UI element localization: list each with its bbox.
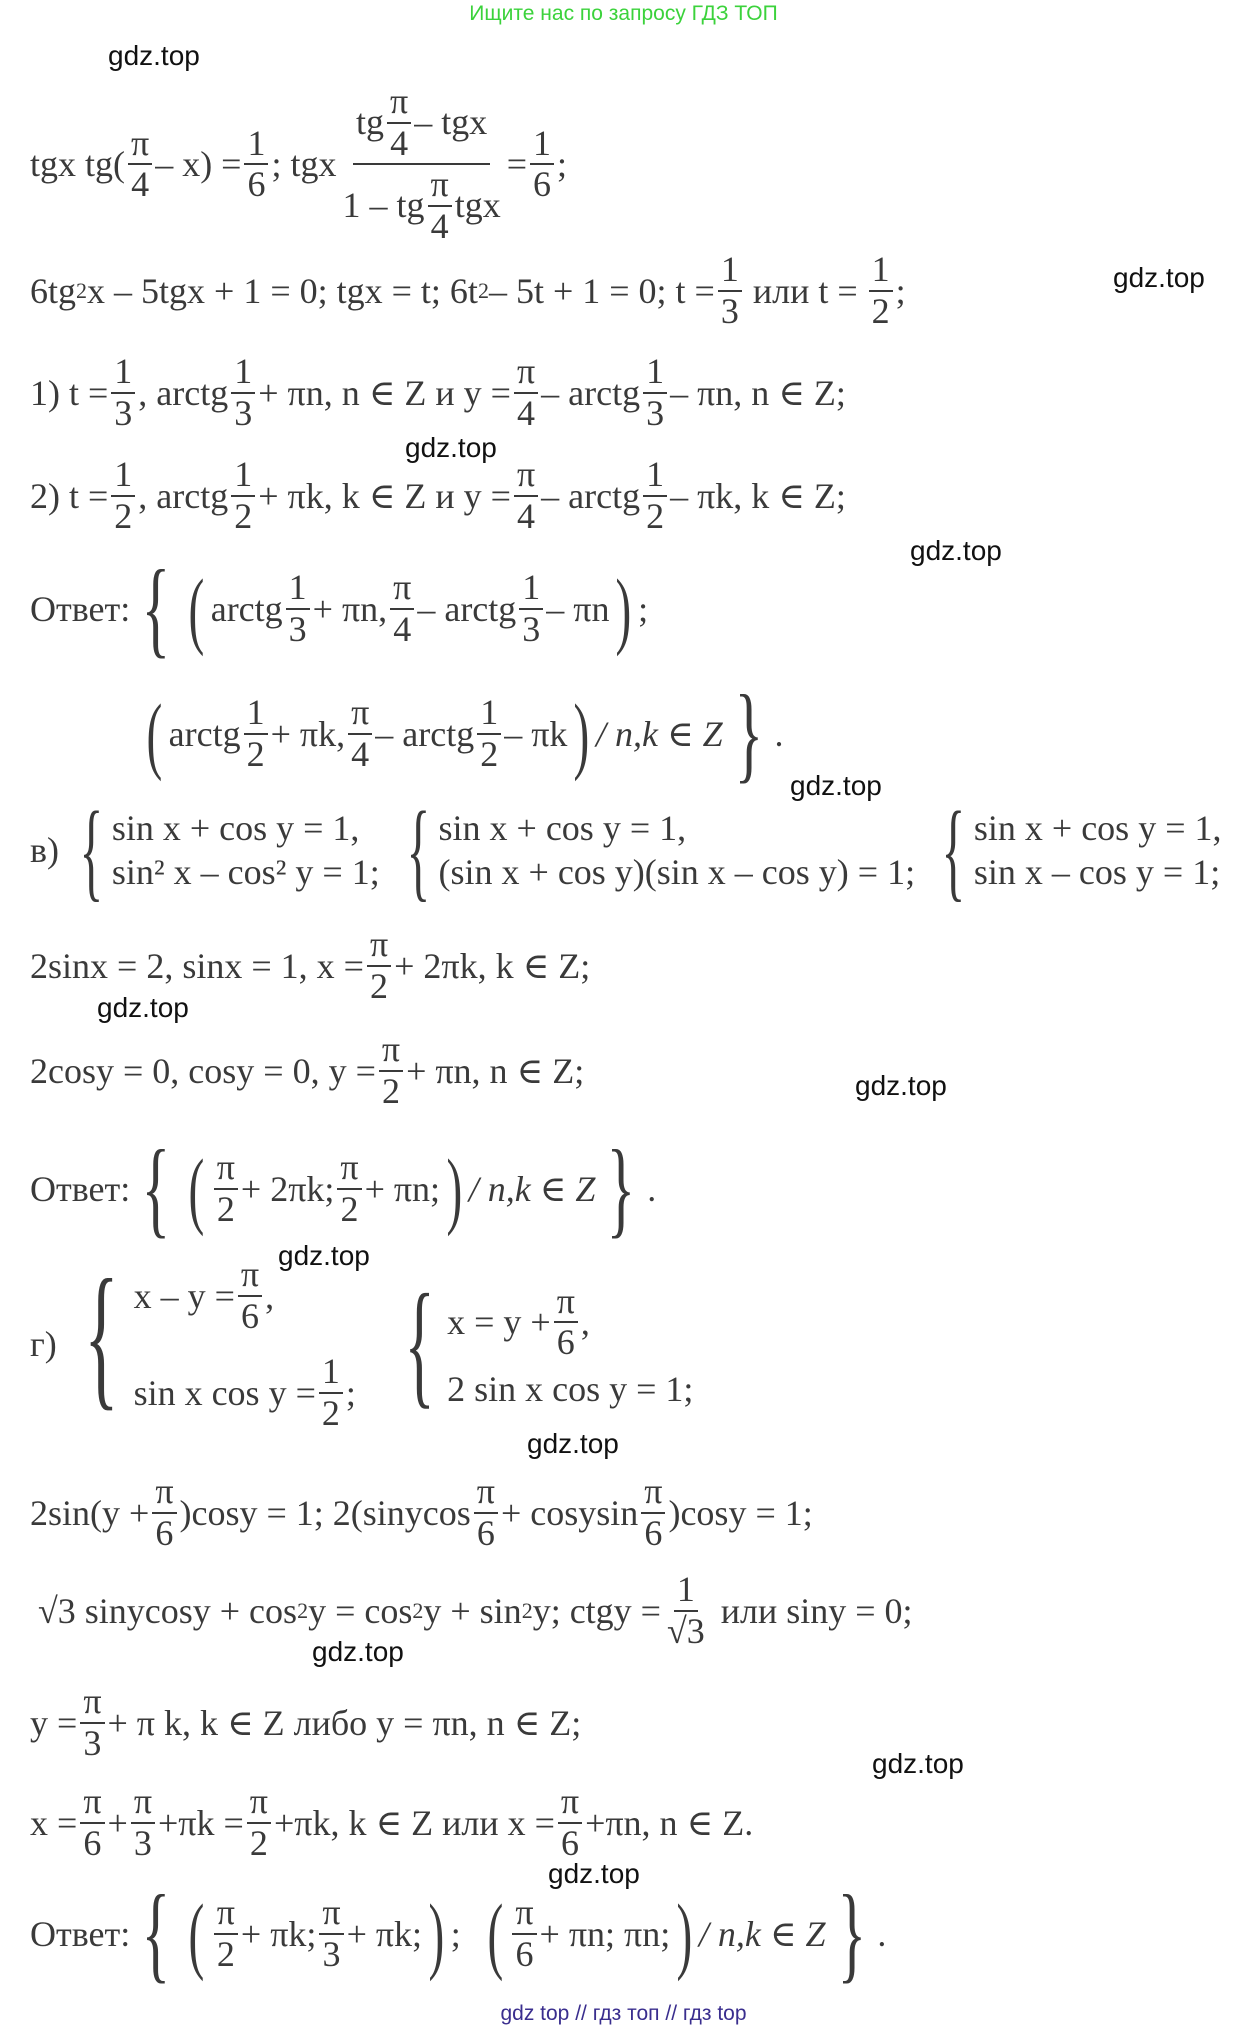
text: + π k, k ∈ Z либо y = πn, n ∈ Z; xyxy=(107,1702,582,1743)
text: или t = xyxy=(752,270,858,311)
paren: ( xyxy=(188,1141,205,1237)
fraction: $\frac{1}{3}$ xyxy=(519,568,543,649)
brace: { xyxy=(141,549,171,668)
fraction: $\frac{\pi}{2}$ xyxy=(337,1148,361,1229)
paren: ) xyxy=(615,561,632,657)
system-v xyxy=(30,789,1228,911)
text: arctg xyxy=(210,589,283,629)
brace: } xyxy=(734,674,763,793)
text: . xyxy=(877,1914,887,1954)
answer-line-4 xyxy=(30,1874,887,1993)
equation-line-9 xyxy=(30,1030,584,1111)
watermark: gdz.top xyxy=(872,1748,964,1779)
text: = xyxy=(506,144,528,185)
text: + πk, k ∈ Z и y = xyxy=(258,475,511,516)
text: – arctg xyxy=(375,714,475,754)
fraction: $\frac{\pi}{3}$ xyxy=(80,1682,104,1763)
complex-fraction: tg $\frac{\pi}{4}$ – tgx 1 – tg $\frac{\pi}{4}$ tgx xyxy=(342,81,501,246)
watermark: gdz.top xyxy=(405,432,497,463)
text: + πn, xyxy=(312,589,388,629)
text: 2) t = xyxy=(30,475,109,516)
text: ; tgx xyxy=(271,144,337,185)
brace: { xyxy=(141,1129,171,1248)
text: 2sin(y + xyxy=(30,1492,150,1533)
system-g xyxy=(30,1246,699,1433)
equation-line-3 xyxy=(30,352,846,433)
paren: ( xyxy=(146,686,163,782)
fraction: $\frac{\pi}{4}$ xyxy=(390,568,414,649)
text: tgx tg( xyxy=(30,144,125,185)
text: – arctg xyxy=(541,475,641,516)
watermark: gdz.top xyxy=(97,992,189,1023)
superscript: 2 xyxy=(477,277,489,303)
system-1: { sin x + cos y = 1, sin² x – cos² y = 1; xyxy=(79,789,380,911)
text: 6tg xyxy=(30,270,77,311)
brace: { xyxy=(141,1874,171,1993)
watermark: gdz.top xyxy=(108,40,200,71)
text: , arctg xyxy=(138,372,229,413)
watermark: gdz.top xyxy=(527,1428,619,1459)
fraction: $\frac{\pi}{6}$ xyxy=(474,1472,498,1553)
equation-line-14 xyxy=(30,1682,581,1763)
fraction: $\frac{1}{3}$ xyxy=(286,568,310,649)
text: ; xyxy=(895,270,906,311)
system-2: { sin x + cos y = 1, (sin x + cos y)(sin x – cos y) = 1; xyxy=(406,789,916,911)
answer-label: Ответ: xyxy=(30,589,131,629)
fraction: $\frac{1}{2}$ xyxy=(111,455,135,536)
text: x = xyxy=(30,1802,78,1843)
fraction: $\frac{\pi}{2}$ xyxy=(247,1782,271,1863)
fraction: $\frac{1}{3}$ xyxy=(111,352,135,433)
system-1: { x – y = $\frac{\pi}{6}$ , sin x cos y = $\frac{1}{2}$ ; xyxy=(83,1246,356,1433)
text: + πk; xyxy=(346,1914,423,1954)
equation-line-13 xyxy=(38,1570,913,1651)
superscript: 2 xyxy=(412,1597,424,1623)
text: / n,k ∈ Z xyxy=(698,1914,826,1954)
answer-line-3 xyxy=(30,1129,657,1248)
watermark: gdz.top xyxy=(278,1240,370,1271)
equation-line-2 xyxy=(30,250,906,331)
system-2: { x = y + $\frac{\pi}{6}$ , 2 sin x cos y = 1; xyxy=(404,1266,694,1422)
paren: ( xyxy=(188,561,205,657)
answer-label: Ответ: xyxy=(30,1914,131,1954)
text: . xyxy=(774,714,784,754)
equation-line-4 xyxy=(30,455,846,536)
text: +πn, n ∈ Z. xyxy=(585,1802,754,1843)
watermark: gdz.top xyxy=(910,535,1002,566)
text: + πk; xyxy=(240,1914,317,1954)
text: / n,k ∈ Z xyxy=(468,1169,596,1209)
text: + 2πk; xyxy=(240,1169,335,1209)
text: – arctg xyxy=(541,372,641,413)
fraction: $\frac{1}{3}$ xyxy=(718,250,742,331)
text: , arctg xyxy=(138,475,229,516)
watermark: gdz.top xyxy=(312,1636,404,1667)
fraction: $\frac{1}{2}$ xyxy=(869,250,893,331)
text: 2cosy = 0, cosy = 0, y = xyxy=(30,1050,376,1091)
text: + πn; xyxy=(364,1169,441,1209)
text: arctg xyxy=(168,714,241,754)
text: или siny = 0; xyxy=(720,1590,913,1631)
text: + πn, n ∈ Z; xyxy=(406,1050,585,1091)
watermark: gdz.top xyxy=(548,1858,640,1889)
text: ; xyxy=(638,589,649,629)
text: – 5t + 1 = 0; t = xyxy=(488,270,715,311)
fraction: $\frac{\pi}{6}$ xyxy=(558,1782,582,1863)
fraction: $\frac{1}{3}$ xyxy=(643,352,667,433)
answer-line-2 xyxy=(140,674,784,793)
brace: } xyxy=(607,1129,636,1248)
fraction: $\frac{\pi}{4}$ xyxy=(128,124,152,205)
fraction: $\frac{\pi}{2}$ xyxy=(214,1148,238,1229)
text: 1) t = xyxy=(30,372,109,413)
fraction: $\frac{1}{3}$ xyxy=(231,352,255,433)
text: + πk, xyxy=(270,714,346,754)
equation-line-1 xyxy=(30,82,567,246)
fraction: $\frac{\pi}{4}$ xyxy=(514,455,538,536)
fraction: $\frac{1}{2}$ xyxy=(643,455,667,536)
fraction: $\frac{1}{2}$ xyxy=(244,693,268,774)
text: + xyxy=(107,1802,128,1843)
equation-line-12 xyxy=(30,1472,813,1553)
text: – arctg xyxy=(417,589,517,629)
text: . xyxy=(647,1169,657,1209)
system-3: { sin x + cos y = 1, sin x – cos y = 1; xyxy=(941,789,1222,911)
text: y; ctgy = xyxy=(532,1590,661,1631)
text: )cosy = 1; 2(sinycos xyxy=(179,1492,471,1533)
answer-line-1 xyxy=(30,549,649,668)
paren: ) xyxy=(446,1141,463,1237)
paren: ) xyxy=(676,1886,693,1982)
text: ; xyxy=(557,144,568,185)
text: +πk = xyxy=(158,1802,244,1843)
text: x – 5tgx + 1 = 0; tgx = t; 6t xyxy=(87,270,478,311)
text: )cosy = 1; xyxy=(668,1492,813,1533)
fraction: $\frac{\pi}{6}$ xyxy=(512,1893,536,1974)
text: – πn xyxy=(546,589,610,629)
text: + πn, n ∈ Z и y = xyxy=(258,372,511,413)
fraction: $\frac{1}{6}$ xyxy=(530,124,554,205)
text: + cosysin xyxy=(500,1492,639,1533)
text: + πn; πn; xyxy=(539,1914,671,1954)
watermark: gdz.top xyxy=(855,1070,947,1101)
watermark: gdz.top xyxy=(790,770,882,801)
superscript: 2 xyxy=(521,1597,533,1623)
equation-line-15 xyxy=(30,1782,753,1863)
text: +πk, k ∈ Z или x = xyxy=(273,1802,555,1843)
text: – πk xyxy=(504,714,568,754)
fraction: $\frac{\pi}{2}$ xyxy=(379,1030,403,1111)
text: / n,k ∈ Z xyxy=(596,714,723,754)
fraction: $\frac{\pi}{6}$ xyxy=(80,1782,104,1863)
text: √3 sinycosy + cos xyxy=(38,1590,298,1631)
fraction: $\frac{1}{2}$ xyxy=(231,455,255,536)
fraction: $\frac{\pi}{6}$ xyxy=(152,1472,176,1553)
fraction: $\frac{\pi}{6}$ xyxy=(641,1472,665,1553)
fraction: $\frac{1}{√3}$ xyxy=(666,1569,705,1651)
fraction: $\frac{\pi}{2}$ xyxy=(367,925,391,1006)
fraction: $\frac{1}{2}$ xyxy=(477,693,501,774)
item-label: г) xyxy=(30,1324,57,1365)
fraction: $\frac{\pi}{3}$ xyxy=(319,1893,343,1974)
item-label: в) xyxy=(30,830,59,870)
fraction: $\frac{\pi}{4}$ xyxy=(348,693,372,774)
answer-label: Ответ: xyxy=(30,1169,131,1209)
text: y + sin xyxy=(423,1590,522,1631)
equation-line-8 xyxy=(30,925,590,1006)
superscript: 2 xyxy=(297,1597,309,1623)
top-banner[interactable]: Ищите нас по запросу ГДЗ ТОП xyxy=(469,2,778,25)
text: – x) = xyxy=(155,144,242,185)
brace: } xyxy=(837,1874,866,1993)
text: + 2πk, k ∈ Z; xyxy=(394,945,591,986)
text: y = xyxy=(30,1702,78,1743)
text: y = cos xyxy=(308,1590,413,1631)
fraction: $\frac{\pi}{2}$ xyxy=(214,1893,238,1974)
footer-links[interactable]: gdz top // гдз топ // гдз top xyxy=(500,2002,747,2025)
fraction: $\frac{1}{6}$ xyxy=(244,124,268,205)
paren: ) xyxy=(428,1886,445,1982)
text: ; xyxy=(450,1914,461,1954)
text: – πn, n ∈ Z; xyxy=(670,372,846,413)
paren: ( xyxy=(188,1886,205,1982)
text: – πk, k ∈ Z; xyxy=(670,475,846,516)
paren: ( xyxy=(487,1886,503,1982)
superscript: 2 xyxy=(76,277,88,303)
fraction: $\frac{\pi}{4}$ xyxy=(514,352,538,433)
text: 2sinx = 2, sinx = 1, x = xyxy=(30,945,364,986)
paren: ) xyxy=(573,686,590,782)
fraction: $\frac{\pi}{3}$ xyxy=(131,1782,155,1863)
watermark: gdz.top xyxy=(1113,262,1205,293)
